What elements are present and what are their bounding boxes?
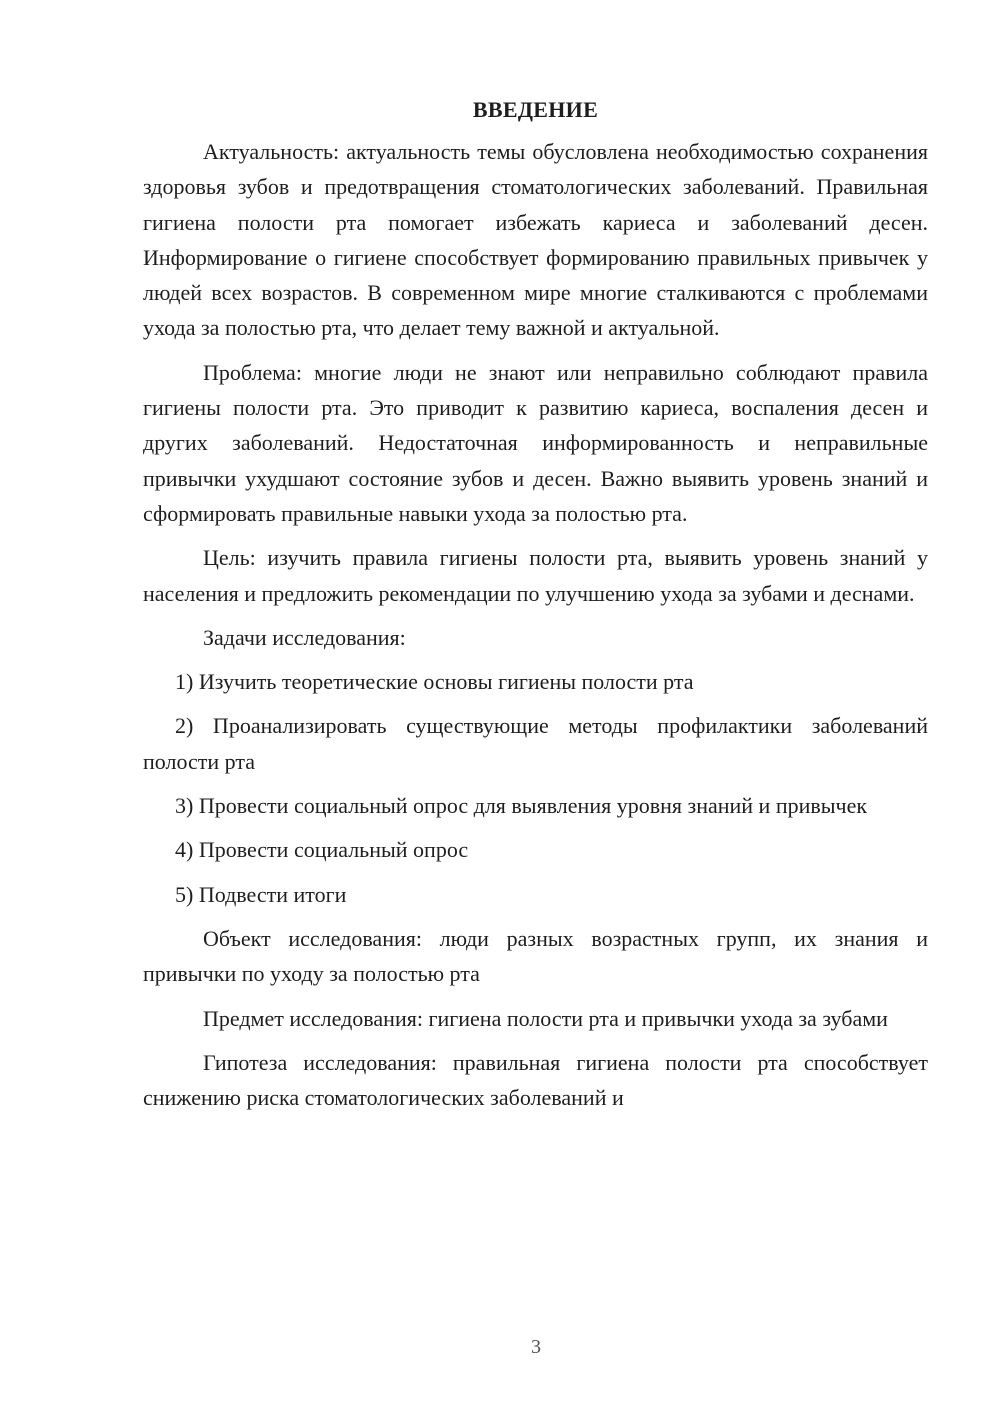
task-item-3: 3) Провести социальный опрос для выявления уровня знаний и привычек: [175, 793, 868, 819]
paragraph-relevance: Актуальность: актуальность темы обусловлена необходимостью сохранения здоровья зубов и предотвращения стоматологических заболеваний. Правильная гигиена полости рта помогает избежать кариеса и заболеваний десен. Информирование о гигиене способствует формированию правильных привычек у людей всех возрастов. В современном мире многие сталкиваются с проблемами ухода за полостью рта, что делает тему важной и актуальной.: [143, 139, 928, 341]
paragraph-subject: Предмет исследования: гигиена полости рта и привычки ухода за зубами: [203, 1005, 888, 1031]
task-item-5: 5) Подвести итоги: [175, 881, 347, 907]
tasks-title: Задачи исследования:: [203, 624, 406, 650]
section-heading: ВВЕДЕНИЕ: [472, 97, 599, 122]
paragraph-object: Объект исследования: люди разных возрастных групп, их знания и привычки по уходу за полостью рта: [143, 925, 928, 987]
paragraph-goal: Цель: изучить правила гигиены полости рта, выявить уровень знаний у населения и предложить рекомендации по улучшению ухода за зубами и деснами.: [143, 545, 928, 606]
page-number: 3: [531, 1336, 541, 1358]
task-item-4: 4) Провести социальный опрос: [175, 837, 469, 863]
paragraph-problem: Проблема: многие люди не знают или неправильно соблюдают правила гигиены полости рта. Это приводит к развитию кариеса, воспаления десен и других заболеваний. Недостаточная информированность и неправильные привычки ухудшают состояние зубов и десен. Важно выявить уровень знаний и сформировать правильные навыки ухода за полостью рта.: [143, 359, 928, 526]
page-content: [143, 92, 928, 1115]
task-item-2: 2) Проанализировать существующие методы профилактики заболеваний полости рта: [143, 713, 928, 774]
paragraph-hypothesis: Гипотеза исследования: правильная гигиена полости рта способствует снижению риска стоматологических заболеваний и: [143, 1049, 928, 1111]
task-item-1: 1) Изучить теоретические основы гигиены полости рта: [175, 669, 694, 695]
